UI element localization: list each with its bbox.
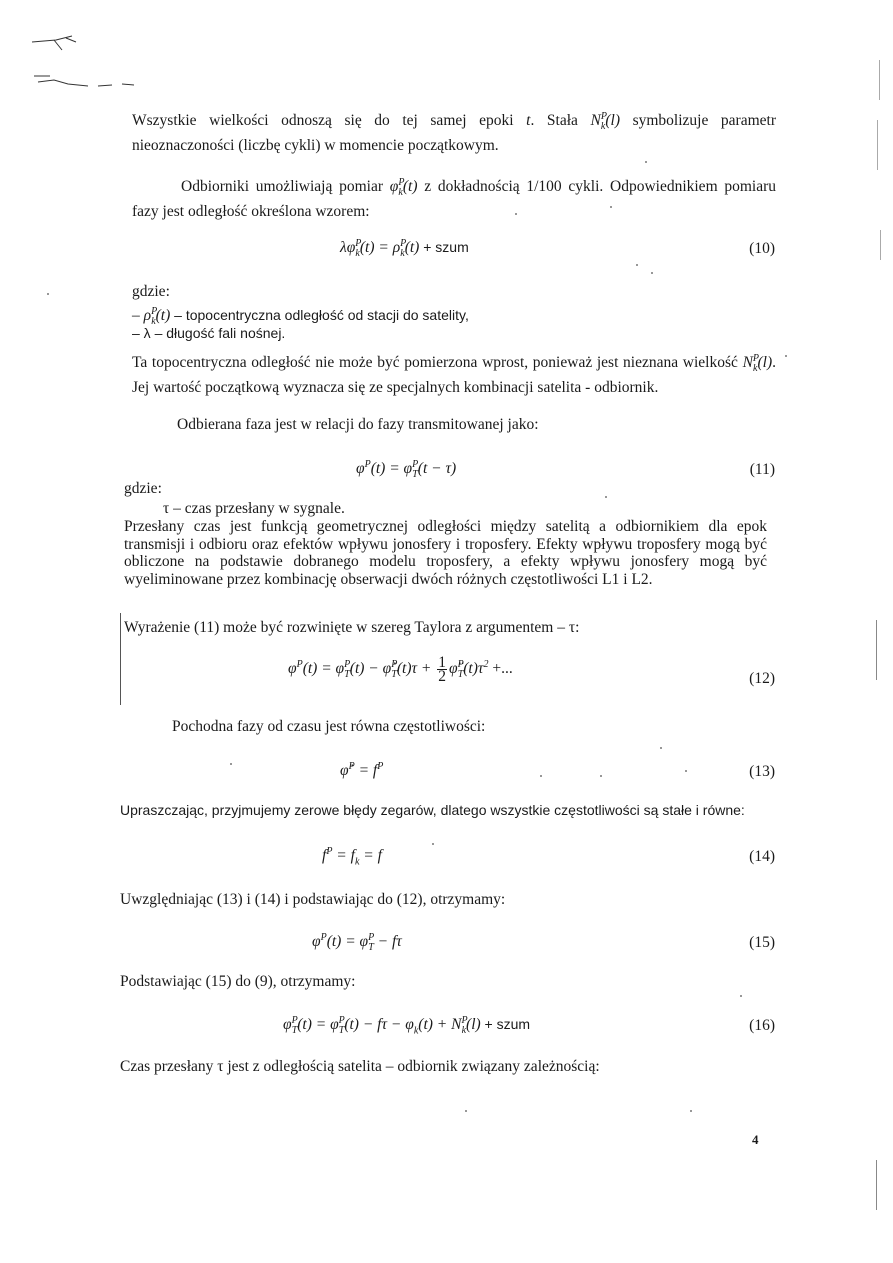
equation-number: (13)	[749, 763, 775, 780]
edge-artifact	[876, 620, 877, 680]
scan-speck	[230, 763, 232, 765]
scan-mark-icon	[28, 30, 148, 90]
tau-line: τ – czas przesłany w sygnale.	[163, 500, 345, 517]
scan-speck	[636, 264, 638, 266]
edge-artifact	[877, 120, 878, 170]
equation-number: (11)	[749, 461, 775, 478]
equation-12: $\varphi^P(t) = \varphi^P_T(t)$ − φ̇$^P_T$(t)τ + $\frac{1}{2}$ $\varphï^P_T(t)\tau^2$ +...	[288, 654, 513, 685]
math-rho: $\rho^P_k(t)$	[143, 306, 171, 328]
scan-speck	[432, 843, 434, 845]
paragraph-6: Wyrażenie (11) może być rozwinięte w szereg Taylora z argumentem – τ:	[124, 619, 580, 636]
eq-suffix: +...	[492, 660, 513, 678]
equation-10: $\lambda\varphi^P_k(t) = \rho^P_k(t)$ + szum	[340, 238, 469, 260]
equation-11: $\varphi^P(t) = \varphi^P_T(t - \tau)$	[356, 459, 457, 481]
equation-14: $f^P = f_k = f$	[322, 846, 382, 868]
scan-speck	[690, 1110, 692, 1112]
paragraph-8: Upraszczając, przyjmujemy zerowe błędy zegarów, dlatego wszystkie częstotliwości są stałe i równe:	[120, 802, 745, 818]
paragraph-4: Odbierana faza jest w relacji do fazy transmitowanej jako:	[177, 416, 539, 433]
scan-speck	[600, 775, 602, 777]
scan-speck	[660, 747, 662, 749]
scan-speck	[610, 206, 612, 208]
eq-suffix: + szum	[484, 1016, 531, 1033]
fraction	[437, 656, 447, 683]
scan-speck	[465, 1110, 467, 1112]
paragraph-9: Uwzględniając (13) i (14) i podstawiając do (12), otrzymamy:	[120, 891, 506, 908]
text-run: – topocentryczna odległość od stacji do satelity,	[174, 307, 469, 324]
equation-number: (15)	[749, 934, 775, 951]
paragraph-5: Przesłany czas jest funkcją geometrycznej odległości między satelitą a odbiornikiem dla epok transmisji i odbioru oraz efektów wpływu jonosfery i troposfery. Efekty wpływu troposfery mogą być obliczone na podstawie dobranego modelu troposfery, a efekty wpływu jonosfery mogą być wyeliminowane przez kombinację obserwacji dwóch różnych częstotliwości L1 i L2.	[124, 518, 767, 588]
fraction-numerator: 1	[438, 654, 447, 671]
bullet-lambda: – λ – długość fali nośnej.	[132, 325, 286, 341]
edge-artifact	[876, 1160, 877, 1210]
equation-13: φ̇$^P$ = $f^P$	[340, 761, 384, 780]
math-phi-k: $\varphi^P_k(t)$	[389, 177, 418, 199]
text-run: . Stała	[530, 112, 591, 130]
paragraph-1	[132, 107, 776, 155]
scan-speck	[685, 770, 687, 772]
scan-speck	[515, 213, 517, 215]
edge-artifact	[879, 60, 880, 100]
text-run: Wszystkie wielkości odnoszą się do tej samej epoki	[132, 112, 527, 130]
paragraph-11: Czas przesłany τ jest z odległością satelita – odbiornik związany zależnością:	[120, 1058, 600, 1075]
paragraph-7: Pochodna fazy od czasu jest równa częstotliwości:	[172, 718, 486, 735]
text-run: . Jej wartość początkową wyznacza się ze specjalnych kombinacji satelita - odbiornik.	[132, 354, 776, 397]
scan-speck	[740, 995, 742, 997]
paragraph-2	[132, 173, 776, 221]
equation-number: (14)	[749, 848, 775, 865]
text-run: symbolizuje parametr nieoznaczoności (liczbę cykli) w momencie początkowym.	[132, 112, 777, 155]
equation-number: (16)	[749, 1017, 775, 1034]
math-nkp-2: $N^P_k(l)$	[742, 353, 773, 375]
equation-16: $\varphi^P_T(t) = \varphi^P_T(t) - f\tau - \varphi_k(t) + N^P_k(l)$ + szum	[283, 1015, 531, 1037]
gdzie-label: gdzie:	[132, 283, 170, 300]
equation-number: (12)	[749, 670, 775, 687]
text-run: Ta topocentryczna odległość nie może być pomierzona wprost, ponieważ jest nieznana wielkość	[132, 354, 743, 372]
math-nkp: $N^P_k(l)$	[590, 111, 621, 133]
margin-bar	[120, 613, 121, 705]
scan-speck	[47, 293, 49, 295]
edge-artifact	[880, 230, 881, 260]
text-run: t	[526, 112, 531, 130]
fraction-denominator: 2	[438, 668, 447, 685]
scan-speck	[651, 272, 653, 274]
scan-speck	[540, 775, 542, 777]
equation-15: $\varphi^P(t) = \varphi^P_T - f\tau$	[312, 932, 402, 954]
equation-number: (10)	[749, 240, 775, 257]
scan-speck	[785, 355, 787, 357]
text-run: z dokładnością 1/100 cykli. Odpowiednikiem pomiaru fazy jest odległość określona wzorem:	[132, 178, 777, 221]
text-run: Odbiorniki umożliwiają pomiar	[181, 178, 390, 196]
eq-suffix: + szum	[423, 239, 469, 256]
paragraph-3	[132, 349, 776, 397]
scan-speck	[645, 161, 647, 163]
page-number: 4	[752, 1132, 759, 1147]
paragraph-10: Podstawiając (15) do (9), otrzymamy:	[120, 973, 356, 990]
scan-speck	[605, 496, 607, 498]
bullet-rho: – $\rho^P_k(t)$ – topocentryczna odległość od stacji do satelity,	[132, 306, 469, 328]
gdzie-label-2: gdzie:	[124, 480, 162, 497]
